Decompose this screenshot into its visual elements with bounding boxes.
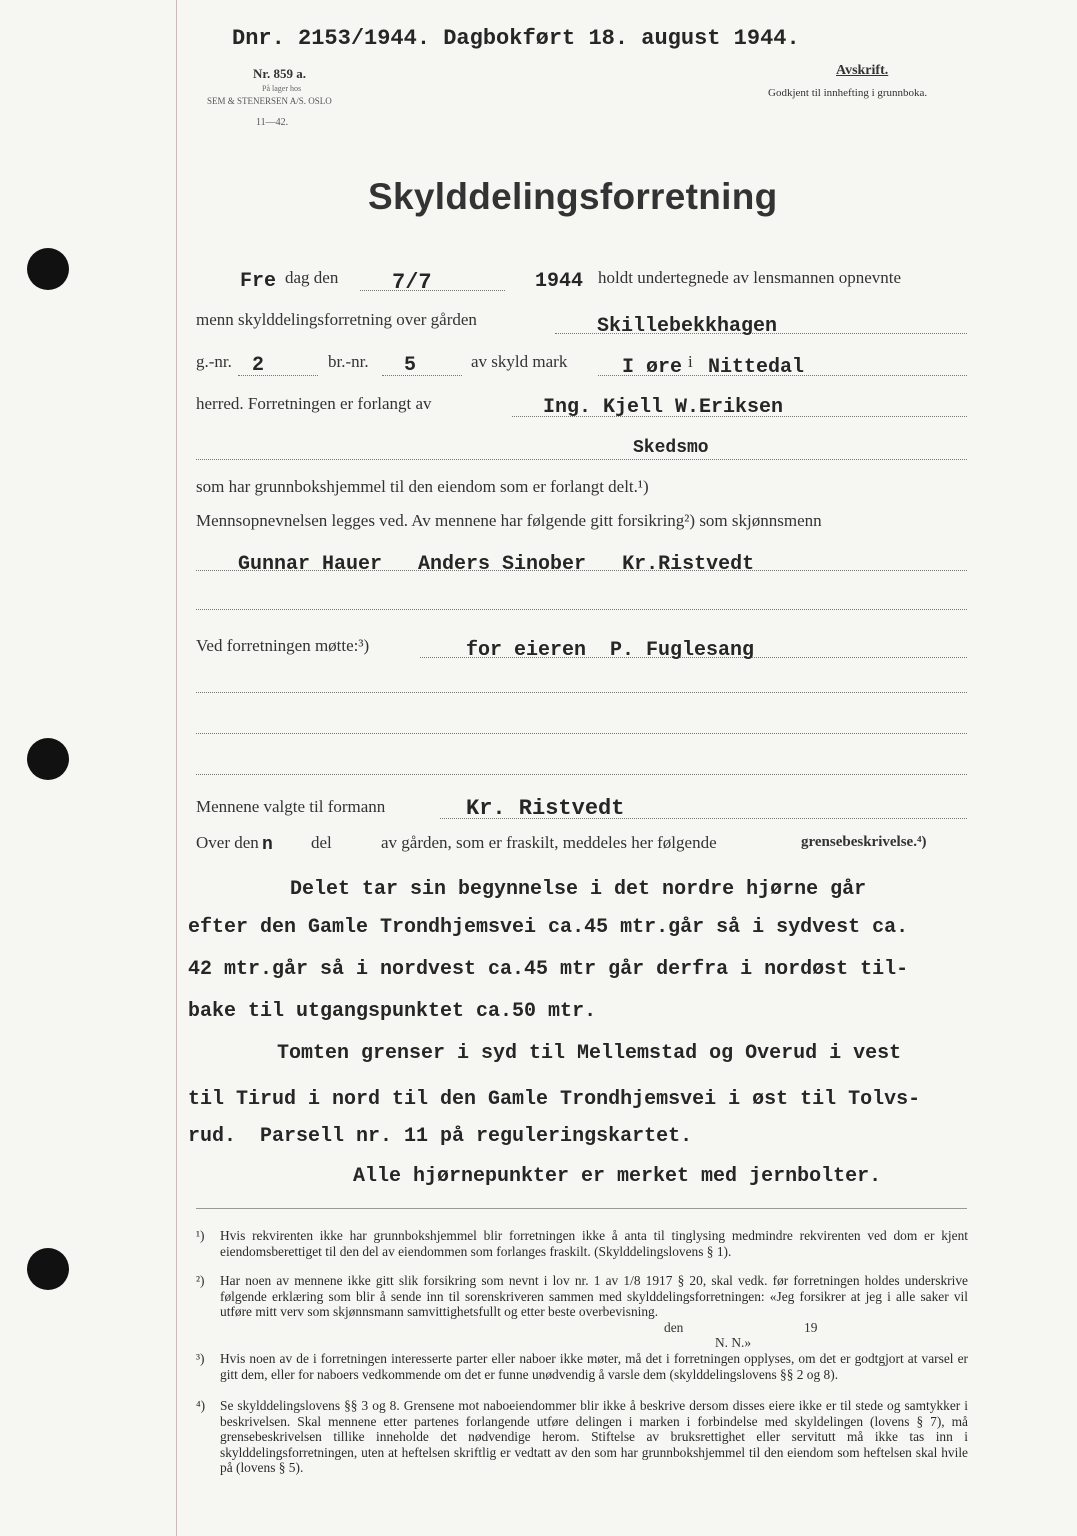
i-label: i <box>688 352 693 371</box>
forsikring-text: Mennsopnevnelsen legges ved. Av mennene har følgende gitt forsikring²) som skjønnsmenn <box>196 511 822 530</box>
body-line: efter den Gamle Trondhjemsvei ca.45 mtr.går så i sydvest ca. <box>188 916 909 939</box>
brnr-line <box>382 375 462 376</box>
body-line: Tomten grenser i syd til Mellemstad og Overud i vest <box>277 1042 902 1065</box>
gnr-line <box>238 375 318 376</box>
footnote-text: Se skylddelingslovens §§ 3 og 8. Grensene mot naboeiendommer blir ikke å beskrive dersom disses eiere ikke er til stede og samtykker i beskrivelsen. Skal mennene etter partenes forlangende utføre delingen i marken i forbindelse med skyldelingen (lovens § 7), må grensebeskrivelsen tillike inneholde det nødvendige herom. Stiftelse av bruksrettighet eller servitutt må ikke tas inn i skylddelingsforretningen, uten at heftelsen skriftlig er vedtatt av den som har grunnbokshjemmel til den eiendom som heftelsen skal hvile på (lovens § 5). <box>220 1398 968 1476</box>
dag-den-label: dag den <box>285 268 339 287</box>
footnote <box>196 1351 968 1399</box>
blank-line <box>196 774 967 775</box>
approval-note: Godkjent til innhefting i grunnboka. <box>768 87 928 99</box>
footnote-text: Har noen av mennene ikke gitt slik forsikring som nevnt i lov nr. 1 av 1/8 1917 § 20, skal vedk. før forretningen holdes underskrive følgende erklæring som blir å sende inn til sorenskriveren sammen med skylddelingsforretningen: «Jeg forsikrer at jeg i alle saker vil utføre mitt verv som skjønnsmann samvittighetsfullt og etter beste overbevisning. <box>220 1273 968 1320</box>
gnr-value: 2 <box>252 354 265 377</box>
gnr-label: g.-nr. <box>196 352 232 371</box>
punch-hole <box>27 248 69 290</box>
body-line: 42 mtr.går så i nordvest ca.45 mtr går derfra i nordøst til- <box>188 958 909 981</box>
skyld-label: av skyld mark <box>471 352 568 371</box>
document-title: Skylddelingsforretning <box>368 176 778 217</box>
skjonnsmenn-value: Gunnar Hauer Anders Sinober Kr.Ristvedt <box>238 553 755 576</box>
formann-label: Mennene valgte til formann <box>196 797 386 816</box>
grensebeskrivelse-label: grensebeskrivelse.⁴) <box>801 834 927 850</box>
over-rest-text: av gården, som er fraskilt, meddeles her følgende <box>381 833 717 852</box>
body-line: til Tirud i nord til den Gamle Trondhjemsvei i øst til Tolvs- <box>188 1088 921 1111</box>
footnote-number: ³) <box>196 1351 205 1366</box>
footnote-separator <box>196 1208 967 1209</box>
body-line: Delet tar sin begynnelse i det nordre hjørne går <box>290 878 867 901</box>
footnote-number: ²) <box>196 1273 205 1288</box>
printer-name: SEM & STENERSEN A/S. OSLO <box>207 96 332 106</box>
body-line: bake til utgangspunktet ca.50 mtr. <box>188 1000 597 1023</box>
date-value: 7/7 <box>392 270 432 295</box>
journal-number: Dnr. 2153/1944. Dagbokført 18. august 1944. <box>232 26 800 51</box>
requester-place-value: Skedsmo <box>633 438 709 458</box>
opening-text: holdt undertegnede av lensmannen opnevnte <box>598 268 902 287</box>
footnote <box>196 1228 968 1276</box>
margin-rule <box>176 0 177 1536</box>
footnote <box>196 1273 968 1335</box>
year-value: 1944 <box>535 270 584 293</box>
printer-note: På lager hos <box>262 84 302 93</box>
footnote-text: Hvis rekvirenten ikke har grunnbokshjemmel blir forretningen ikke å anta til tinglysing medmindre rekvirenten ved dom er kjent eiendomsberettiget til den del av eiendommen som forlanges fraskilt. (Skylddelingslovens § 1). <box>220 1228 968 1259</box>
footnote-text: Hvis noen av de i forretningen interesserte parter eller naboer ikke møter, må det i forretningen opplyses, om det er godtgjort at varsel er gitt dem, eller for naboers vedkommende om det er funne unødvendig å varsle dem (skylddelingslovens §§ 2 og 8). <box>220 1351 968 1382</box>
requester-value: Ing. Kjell W.Eriksen <box>543 396 784 419</box>
footnote <box>196 1398 968 1478</box>
skyld-value: I øre <box>622 356 683 379</box>
footnote-den: den <box>664 1320 684 1335</box>
footnote-number: ⁴) <box>196 1398 206 1413</box>
brnr-label: br.-nr. <box>328 352 369 371</box>
blank-line <box>196 692 967 693</box>
motte-value: for eieren P. Fuglesang <box>466 639 755 662</box>
date-line <box>360 290 505 291</box>
form-number: Nr. 859 a. <box>253 66 306 81</box>
footnote-year: 19 <box>804 1320 818 1335</box>
footnote-number: ¹) <box>196 1228 205 1243</box>
over-den-suffix: n <box>262 835 273 855</box>
blank-line <box>196 609 967 610</box>
brnr-value: 5 <box>404 354 417 377</box>
printer-date: 11—42. <box>256 117 289 128</box>
weekday-value: Fre <box>240 270 277 293</box>
avskrift-label: Avskrift. <box>836 63 889 78</box>
farm-value: Skillebekkhagen <box>597 315 778 338</box>
municipality-value: Nittedal <box>708 356 805 379</box>
formann-value: Kr. Ristvedt <box>466 796 625 821</box>
punch-hole <box>27 738 69 780</box>
blank-line <box>196 733 967 734</box>
body-line: Alle hjørnepunkter er merket med jernbolter. <box>353 1165 882 1188</box>
footnote-signature: N. N.» <box>715 1335 752 1350</box>
farm-label: menn skylddelingsforretning over gården <box>196 310 477 329</box>
requester-place-line <box>196 459 967 460</box>
body-line: rud. Parsell nr. 11 på reguleringskartet. <box>188 1125 693 1148</box>
motte-label: Ved forretningen møtte:³) <box>196 636 370 655</box>
punch-hole <box>27 1248 69 1290</box>
hjemmel-text: som har grunnbokshjemmel til den eiendom som er forlangt delt.¹) <box>196 477 649 496</box>
herred-label: herred. Forretningen er forlangt av <box>196 394 432 413</box>
over-den-label: Over den <box>196 833 259 852</box>
del-label: del <box>311 833 332 852</box>
